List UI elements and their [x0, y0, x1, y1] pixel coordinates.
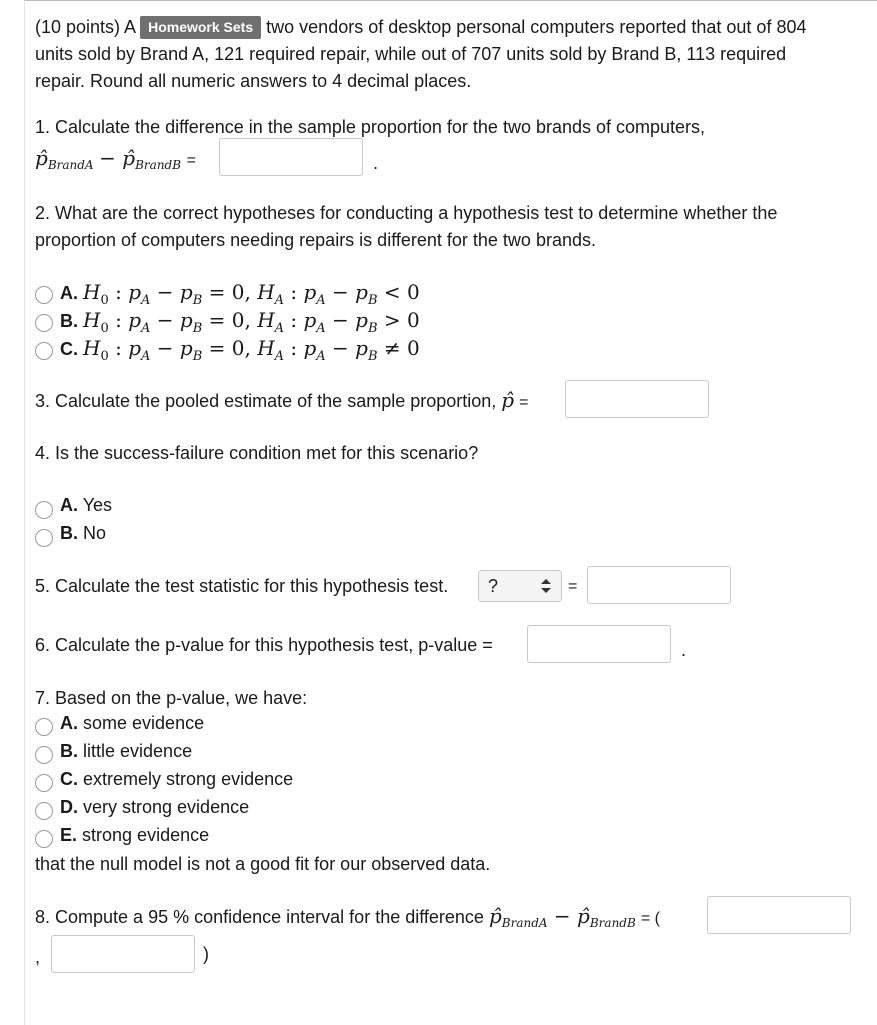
- q7-radio-c[interactable]: [35, 774, 53, 792]
- q6-period: .: [681, 640, 687, 660]
- q4-text: 4. Is the success-failure condition met for this scenario?: [35, 443, 479, 463]
- q7-option-b: B. little evidence: [60, 741, 193, 761]
- intro-line-2: units sold by Brand A, 121 required repair, while out of 707 units sold by Brand B, 113 required: [35, 44, 787, 64]
- q8-text: 8. Compute a 95 % confidence interval for the difference: [35, 907, 484, 927]
- q8-comma: ,: [35, 947, 41, 967]
- q2-option-c: C. $H_0$ : $p_A - p_B = 0$, $H_A$ : $p_A - p_B \ne 0$: [60, 336, 420, 364]
- select-arrows-icon: [541, 579, 551, 593]
- intro-text-1: two vendors of desktop personal computers reported that out of 804: [266, 17, 807, 37]
- q1-answer-input[interactable]: [219, 138, 363, 176]
- q7-after-text: that the null model is not a good fit for our observed data.: [35, 854, 491, 874]
- q4-option-a: A. Yes: [60, 495, 113, 515]
- q5-select-value: ?: [488, 576, 499, 596]
- points-label: (10 points) A: [35, 17, 136, 37]
- q3-answer-input[interactable]: [565, 380, 709, 418]
- q6-text: 6. Calculate the p-value for this hypothesis test, p-value =: [35, 635, 493, 655]
- q7-radio-e[interactable]: [35, 830, 53, 848]
- q4-radio-a[interactable]: [35, 501, 53, 519]
- q1-text: 1. Calculate the difference in the sample proportion for the two brands of computers,: [35, 117, 706, 137]
- q2-text-2: proportion of computers needing repairs is different for the two brands.: [35, 230, 596, 250]
- q1-period: .: [373, 153, 379, 173]
- q7-option-c: C. extremely strong evidence: [60, 769, 294, 789]
- q5-text: 5. Calculate the test statistic for this hypothesis test.: [35, 576, 449, 596]
- q2-radio-a[interactable]: [35, 286, 53, 304]
- q7-option-e: E. strong evidence: [60, 825, 210, 845]
- q7-radio-a[interactable]: [35, 718, 53, 736]
- q8-line: 8. Compute a 95 % confidence interval for the difference $p̂_{BrandA}$ − $p̂_{BrandB}$ = (: [35, 904, 660, 930]
- q7-option-a: A. some evidence: [60, 713, 205, 733]
- q7-radio-b[interactable]: [35, 746, 53, 764]
- intro-line-3: repair. Round all numeric answers to 4 decimal places.: [35, 71, 472, 91]
- q6-answer-input[interactable]: [527, 625, 671, 663]
- q5-statistic-select[interactable]: [478, 570, 562, 602]
- q7-text: 7. Based on the p-value, we have:: [35, 688, 308, 708]
- q8-lower-input[interactable]: [707, 896, 851, 934]
- q4-option-b: B. No: [60, 523, 107, 543]
- q2-option-b: B. $H_0$ : $p_A - p_B = 0$, $H_A$ : $p_A - p_B > 0$: [60, 308, 420, 336]
- q7-option-d: D. very strong evidence: [60, 797, 250, 817]
- q2-radio-b[interactable]: [35, 314, 53, 332]
- q8-upper-input[interactable]: [51, 935, 195, 973]
- q8-close-paren: ): [203, 944, 209, 964]
- q5-equals: =: [568, 578, 578, 595]
- q3-text: 3. Calculate the pooled estimate of the sample proportion,: [35, 391, 497, 411]
- intro-line-1: [35, 14, 806, 40]
- q7-radio-d[interactable]: [35, 802, 53, 820]
- q4-radio-b[interactable]: [35, 529, 53, 547]
- q2-text-1: 2. What are the correct hypotheses for conducting a hypothesis test to determine whether the: [35, 203, 778, 223]
- q2-radio-c[interactable]: [35, 342, 53, 360]
- q2-option-a: A. $H_0$ : $p_A - p_B = 0$, $H_A$ : $p_A - p_B < 0$: [60, 280, 420, 308]
- homework-sets-badge[interactable]: Homework Sets: [140, 16, 261, 39]
- q1-formula: $p̂_{BrandA}$ − $p̂_{BrandB}$ =: [35, 146, 196, 172]
- q5-answer-input[interactable]: [587, 566, 731, 604]
- q3-line: 3. Calculate the pooled estimate of the sample proportion, p̂ =: [35, 388, 529, 412]
